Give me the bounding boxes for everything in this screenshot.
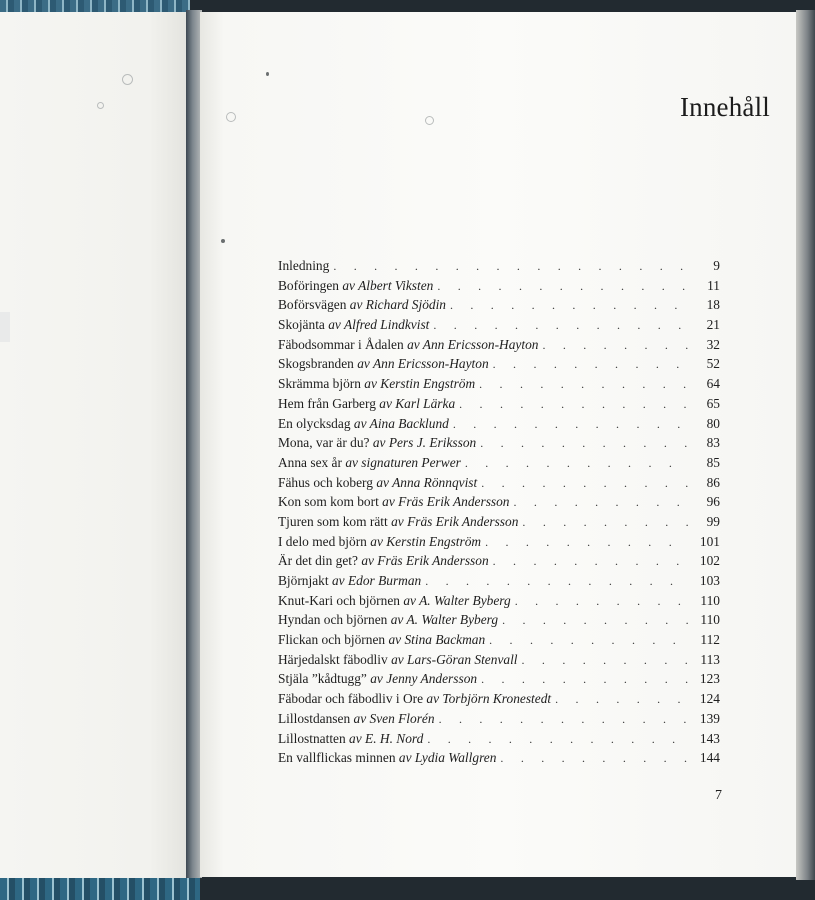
toc-entry-text xyxy=(278,689,551,709)
toc-entry xyxy=(278,335,720,355)
toc-entry-title: Tjuren som kom rätt xyxy=(278,513,388,529)
toc-entry-author: av Jenny Andersson xyxy=(370,671,478,687)
toc-entry-title: Fäbodsommar i Ådalen xyxy=(278,336,404,352)
toc-entry-title: Skogsbranden xyxy=(278,356,354,372)
toc-entry-author: av Kerstin Engström xyxy=(364,376,476,392)
toc-entry-title: En olycksdag xyxy=(278,415,351,431)
toc-entry-text xyxy=(278,335,538,355)
toc-entry-page: 11 xyxy=(707,277,720,293)
page-title: Innehåll xyxy=(679,92,770,122)
toc-entry-author: av Fräs Erik Andersson xyxy=(391,513,519,529)
toc-entry xyxy=(278,276,720,296)
toc-entry-title: Fähus och koberg xyxy=(278,474,373,490)
toc-entry-title: Är det din get? xyxy=(278,553,358,569)
toc-entry xyxy=(278,256,720,276)
toc-entry-page: 110 xyxy=(700,592,720,608)
toc-entry-page: 103 xyxy=(699,573,720,588)
toc-entry-title: Kon som kom bort xyxy=(278,494,379,510)
toc-entry-title: I delo med björn xyxy=(278,533,367,549)
toc-entry-author: av Sven Florén xyxy=(353,710,435,726)
toc-entry-author: av A. Walter Byberg xyxy=(403,592,511,608)
dot-leader xyxy=(500,749,688,769)
toc-entry xyxy=(278,295,720,315)
toc-entry xyxy=(278,571,720,591)
toc-entry-page: 96 xyxy=(706,494,720,510)
table-of-contents xyxy=(278,256,720,768)
toc-entry-title: Boföringen xyxy=(278,277,339,293)
toc-entry-title: Skrämma björn xyxy=(278,376,361,392)
dot-leader xyxy=(439,710,688,730)
toc-entry-author: av signaturen Perwer xyxy=(345,454,461,470)
toc-entry xyxy=(278,669,720,689)
toc-entry-page: 143 xyxy=(699,730,720,746)
toc-entry-author: av Aina Backlund xyxy=(353,415,449,431)
toc-entry-page: 21 xyxy=(706,317,720,333)
paper-spot xyxy=(122,74,133,85)
toc-entry-author: av Karl Lärka xyxy=(379,395,456,411)
toc-entry-text xyxy=(278,512,518,532)
toc-entry-page: 9 xyxy=(713,258,720,273)
paper-spot xyxy=(425,116,434,125)
toc-entry-title: En vallflickas minnen xyxy=(278,750,396,766)
toc-entry xyxy=(278,729,720,749)
toc-entry-title: Flickan och björnen xyxy=(278,632,386,648)
toc-entry-text xyxy=(278,591,511,611)
toc-entry xyxy=(278,473,720,493)
toc-entry-author: av Fräs Erik Andersson xyxy=(382,494,510,510)
toc-entry-text xyxy=(278,433,476,453)
toc-entry xyxy=(278,354,720,374)
toc-entry-author: av Kerstin Engström xyxy=(370,533,482,549)
dot-leader xyxy=(542,336,688,356)
toc-entry-text xyxy=(278,394,455,414)
toc-entry-page: 65 xyxy=(706,395,720,411)
toc-entry xyxy=(278,492,720,512)
toc-entry-title: Skojänta xyxy=(278,317,325,333)
toc-entry-page: 113 xyxy=(700,651,720,667)
toc-entry-title: Lillostdansen xyxy=(278,710,351,726)
toc-entry-page: 32 xyxy=(706,336,720,352)
toc-entry xyxy=(278,591,720,611)
dot-leader xyxy=(425,572,688,592)
dot-leader xyxy=(480,434,688,454)
toc-entry-text xyxy=(278,374,475,394)
left-page xyxy=(0,12,186,878)
toc-entry-text xyxy=(278,473,477,493)
toc-entry-page: 124 xyxy=(699,691,720,707)
toc-entry-title: Mona, var är du? xyxy=(278,435,370,451)
toc-entry-author: av Richard Sjödin xyxy=(349,297,446,313)
toc-entry-title: Knut-Kari och björnen xyxy=(278,592,400,608)
toc-entry-text xyxy=(278,532,481,552)
dot-leader xyxy=(333,257,688,277)
toc-entry-page: 83 xyxy=(706,435,720,451)
book-cover-edge-bottom xyxy=(0,878,200,900)
toc-entry-text xyxy=(278,492,510,512)
toc-entry xyxy=(278,414,720,434)
toc-entry-author: av Lars-Göran Stenvall xyxy=(391,651,518,667)
dot-leader xyxy=(493,355,688,375)
toc-entry-author: av Anna Rönnqvist xyxy=(376,474,478,490)
left-page-bleed-mark xyxy=(0,312,10,342)
paper-spot xyxy=(226,112,236,122)
toc-entry xyxy=(278,453,720,473)
toc-entry-author: av Ann Ericsson-Hayton xyxy=(357,356,489,372)
toc-entry-page: 80 xyxy=(706,415,720,431)
toc-entry-author: av Albert Viksten xyxy=(342,277,434,293)
dot-leader xyxy=(493,552,688,572)
dot-leader xyxy=(427,730,688,750)
toc-entry-text xyxy=(278,630,485,650)
toc-entry-text xyxy=(278,315,429,335)
toc-entry xyxy=(278,610,720,630)
dot-leader xyxy=(555,690,688,710)
toc-entry-title: Hyndan och björnen xyxy=(278,612,388,628)
dot-leader xyxy=(433,316,688,336)
dot-leader xyxy=(522,513,688,533)
toc-entry-page: 139 xyxy=(699,710,720,726)
toc-entry-title: Stjäla ”kådtugg” xyxy=(278,671,367,687)
toc-entry-page: 123 xyxy=(699,671,720,687)
toc-entry-title: Boförsvägen xyxy=(278,297,347,313)
paper-spot xyxy=(97,102,104,109)
toc-entry xyxy=(278,315,720,335)
dot-leader xyxy=(481,670,688,690)
toc-entry-title: Björnjakt xyxy=(278,573,329,588)
page-block-edge xyxy=(796,10,815,880)
toc-entry xyxy=(278,512,720,532)
toc-entry-text xyxy=(278,669,477,689)
dot-leader xyxy=(489,631,688,651)
toc-entry-title: Inledning xyxy=(278,258,330,273)
dot-leader xyxy=(437,277,688,297)
dot-leader xyxy=(453,415,688,435)
toc-entry xyxy=(278,650,720,670)
toc-entry-title: Anna sex år xyxy=(278,454,342,470)
toc-entry-title: Härjedalskt fäbodliv xyxy=(278,651,388,667)
toc-entry-page: 64 xyxy=(706,376,720,392)
toc-entry-author: av Torbjörn Kronestedt xyxy=(426,691,552,707)
toc-entry-text xyxy=(278,709,435,729)
toc-entry-author: av Ann Ericsson-Hayton xyxy=(407,336,539,352)
dot-leader xyxy=(515,592,688,612)
toc-entry-title: Fäbodar och fäbodliv i Ore xyxy=(278,691,424,707)
toc-entry-page: 18 xyxy=(706,297,720,313)
toc-entry-page: 144 xyxy=(699,750,720,766)
toc-entry-author: av Fräs Erik Andersson xyxy=(361,553,489,569)
toc-entry xyxy=(278,433,720,453)
toc-entry-page: 52 xyxy=(706,356,720,372)
book-cover-edge-top xyxy=(0,0,190,12)
toc-entry xyxy=(278,551,720,571)
toc-entry-page: 102 xyxy=(699,553,720,569)
toc-entry-page: 85 xyxy=(706,454,720,470)
toc-entry-text xyxy=(278,354,489,374)
toc-entry-author: av E. H. Nord xyxy=(349,730,424,746)
toc-entry-text xyxy=(278,551,489,571)
toc-entry xyxy=(278,709,720,729)
toc-entry-text xyxy=(278,414,449,434)
dot-leader xyxy=(481,474,688,494)
paper-speck xyxy=(266,72,269,76)
toc-entry-title: Hem från Garberg xyxy=(278,395,376,411)
toc-entry xyxy=(278,394,720,414)
toc-entry xyxy=(278,374,720,394)
toc-entry-page: 86 xyxy=(706,474,720,490)
toc-entry-author: av Stina Backman xyxy=(388,632,486,648)
toc-entry-text xyxy=(278,453,461,473)
dot-leader xyxy=(502,611,688,631)
toc-entry-text xyxy=(278,748,496,768)
paper-speck xyxy=(221,239,225,243)
toc-entry-page: 110 xyxy=(700,612,720,628)
dot-leader xyxy=(485,533,688,553)
toc-entry xyxy=(278,532,720,552)
toc-entry-author: av Pers J. Eriksson xyxy=(372,435,477,451)
toc-entry-text xyxy=(278,571,421,591)
dot-leader xyxy=(450,296,688,316)
toc-entry-text xyxy=(278,276,433,296)
toc-entry-title: Lillostnatten xyxy=(278,730,346,746)
toc-entry-page: 101 xyxy=(699,533,720,549)
toc-entry xyxy=(278,748,720,768)
toc-entry-page: 112 xyxy=(700,632,720,648)
toc-entry-author: av Lydia Wallgren xyxy=(398,750,497,766)
toc-entry-text xyxy=(278,610,498,630)
dot-leader xyxy=(479,375,688,395)
page-number: 7 xyxy=(715,788,722,803)
toc-entry xyxy=(278,689,720,709)
toc-entry-author: av Edor Burman xyxy=(331,573,422,588)
dot-leader xyxy=(465,454,688,474)
dot-leader xyxy=(514,493,688,513)
toc-entry-page: 99 xyxy=(706,513,720,529)
toc-entry-author: av A. Walter Byberg xyxy=(390,612,499,628)
toc-entry xyxy=(278,630,720,650)
toc-entry-text xyxy=(278,295,446,315)
toc-entry-text xyxy=(278,650,518,670)
toc-entry-author: av Alfred Lindkvist xyxy=(328,317,430,333)
toc-entry-text xyxy=(278,256,329,276)
dot-leader xyxy=(459,395,688,415)
dot-leader xyxy=(522,651,688,671)
toc-entry-text xyxy=(278,729,423,749)
